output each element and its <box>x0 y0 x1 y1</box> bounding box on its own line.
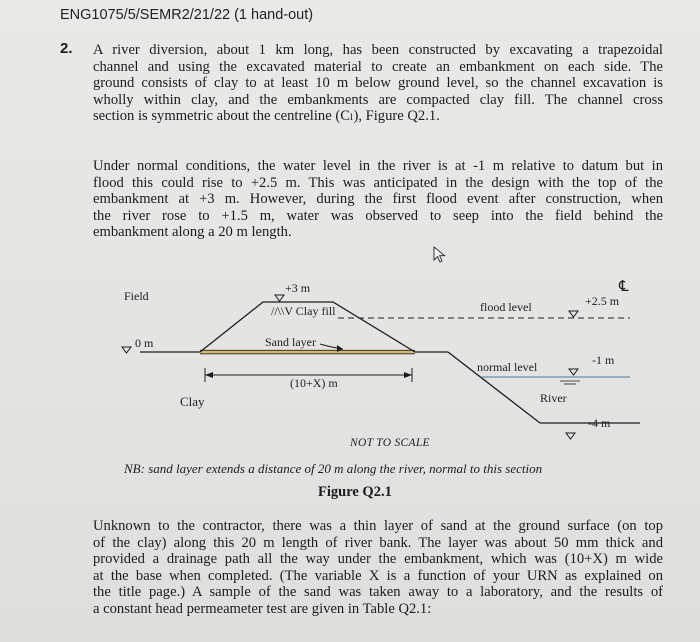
label-field: Field <box>124 289 149 303</box>
label-river: River <box>540 391 567 405</box>
label-sand-layer: Sand layer <box>265 335 316 349</box>
level-marker-icon <box>122 347 131 353</box>
text-line: wholly within clay, and the embankments are compacted clay fill. The channel cross <box>93 91 663 108</box>
paragraph-intro <box>93 42 663 125</box>
label-clay: Clay <box>180 394 205 409</box>
level-marker-icon <box>569 311 578 317</box>
nb-note: NB: sand layer extends a distance of 20 m along the river, normal to this section <box>124 461 543 476</box>
label-normal-level: normal level <box>477 360 538 374</box>
text-line: ground consists of clay to at least 10 m below ground level, so the channel excavation is <box>93 75 663 92</box>
label-minus-4m: -4 m <box>588 416 611 430</box>
text-line: A river diversion, about 1 km long, has been constructed by excavating a trapezoidal <box>93 42 663 58</box>
text-line: provided a drainage path all the way under the embankment, which was (10+X) m wide <box>93 551 663 568</box>
centreline-symbol: ℄ <box>619 279 629 295</box>
level-marker-icon <box>275 295 284 301</box>
text-line: section is symmetric about the centreline (Cₗ), Figure Q2.1. <box>93 108 440 125</box>
text-line: embankment at +3 m. However, during the first flood event after construction, when <box>93 191 663 208</box>
label-minus-1m: -1 m <box>592 353 615 367</box>
text-line: a constant head permeameter test are given in Table Q2.1: <box>93 600 432 617</box>
text-line: at the base when completed. (The variable X is a function of your URN as explained on <box>93 567 663 584</box>
label-width: (10+X) m <box>290 376 338 390</box>
text-line: embankment along a 20 m length. <box>93 224 292 241</box>
text-line: Unknown to the contractor, there was a thin layer of sand at the ground surface (on top <box>93 518 663 534</box>
paragraph-water-levels <box>93 158 663 241</box>
text-line: the title page.) A sample of the sand was taken away to a laboratory, and the results of <box>93 584 663 601</box>
document-header: ENG1075/5/SEMR2/21/22 (1 hand-out) <box>60 7 314 23</box>
not-to-scale-note: NOT TO SCALE <box>350 437 430 449</box>
text-line: the river rose to +1.5 m, water was observed to seep into the field behind the <box>93 207 663 224</box>
text-line: flood this could rise to +2.5 m. This was anticipated in the design with the top of the <box>93 174 663 191</box>
text-line: Under normal conditions, the water level in the river is at -1 m relative to datum but in <box>93 158 663 174</box>
question-number: 2. <box>60 40 73 57</box>
mouse-cursor-icon <box>432 246 448 264</box>
level-marker-icon <box>569 369 578 375</box>
text-line: channel and using the excavated material to create an embankment on each side. The <box>93 58 663 75</box>
text-line: of the clay) along this 20 m length of river bank. The layer was about 50 mm thick and <box>93 534 663 551</box>
label-zero-m: 0 m <box>135 336 154 350</box>
paragraph-sand-layer <box>93 518 663 618</box>
label-flood-level: flood level <box>480 300 532 314</box>
level-marker-icon <box>566 433 575 439</box>
figure-caption: Figure Q2.1 <box>318 484 392 500</box>
label-clay-fill: //\\V Clay fill <box>271 304 336 318</box>
label-plus-3m: +3 m <box>285 281 311 295</box>
cross-section-diagram <box>0 265 700 455</box>
label-plus-2-5m: +2.5 m <box>585 294 620 308</box>
